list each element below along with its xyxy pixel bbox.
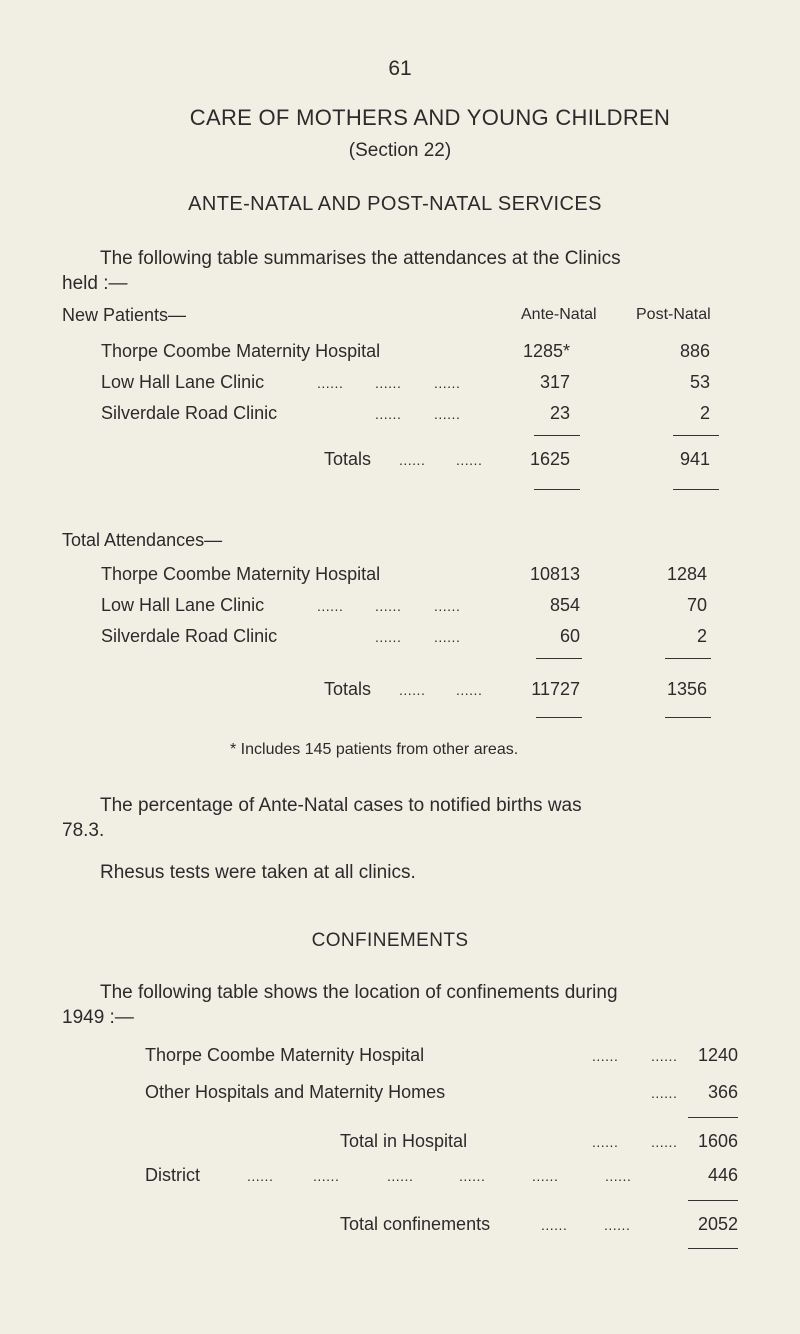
ante-natal-total: 1625 xyxy=(529,449,570,469)
row-name: Silverdale Road Clinic xyxy=(101,626,278,646)
post-natal-value: 70 xyxy=(686,595,707,615)
leader-dots: ...... xyxy=(592,1048,619,1064)
row-name: Low Hall Lane Clinic xyxy=(101,595,265,615)
confinement-value: 1240 xyxy=(697,1045,738,1065)
leader-dots: ...... xyxy=(434,598,461,614)
ante-natal-value: 10813 xyxy=(529,564,580,584)
rhesus-note: Rhesus tests were taken at all clinics. xyxy=(100,862,416,883)
row-name: Silverdale Road Clinic xyxy=(101,403,278,423)
leader-dots: ...... xyxy=(605,1168,632,1184)
total-confinements-label: Total confinements xyxy=(340,1214,491,1234)
leader-dots: ...... xyxy=(375,629,402,645)
total-rule xyxy=(665,717,711,718)
leader-dots: ...... xyxy=(456,452,483,468)
leader-dots: ...... xyxy=(375,598,402,614)
post-natal-value: 53 xyxy=(689,372,710,392)
total-in-hospital-value: 1606 xyxy=(697,1131,738,1151)
total-confinements-value: 2052 xyxy=(697,1214,738,1234)
district-label: District xyxy=(145,1165,200,1185)
leader-dots: ...... xyxy=(313,1168,340,1184)
ante-natal-value: 60 xyxy=(559,626,580,646)
percentage-line-1: The percentage of Ante-Natal cases to notified births was xyxy=(100,795,582,816)
ante-natal-value: 1285* xyxy=(522,341,570,361)
intro-line-1: The following table summarises the attendances at the Clinics xyxy=(100,248,621,269)
post-natal-value: 2 xyxy=(696,626,707,646)
total-rule xyxy=(536,717,582,718)
sum-rule xyxy=(688,1117,738,1118)
totals-label: Totals xyxy=(324,449,372,469)
leader-dots: ...... xyxy=(387,1168,414,1184)
leader-dots: ...... xyxy=(651,1048,678,1064)
leader-dots: ...... xyxy=(375,375,402,391)
row-name: Low Hall Lane Clinic xyxy=(101,372,265,392)
post-natal-value: 2 xyxy=(699,403,710,423)
leader-dots: ...... xyxy=(541,1217,568,1233)
sum-rule xyxy=(688,1200,738,1201)
totals-label: Totals xyxy=(324,679,372,699)
leader-dots: ...... xyxy=(434,406,461,422)
post-natal-value: 886 xyxy=(679,341,710,361)
leader-dots: ...... xyxy=(317,598,344,614)
footnote: * Includes 145 patients from other areas. xyxy=(230,741,519,758)
ante-natal-value: 854 xyxy=(549,595,580,615)
leader-dots: ...... xyxy=(456,682,483,698)
leader-dots: ...... xyxy=(459,1168,486,1184)
page-number: 61 xyxy=(388,57,412,80)
total-in-hospital-label: Total in Hospital xyxy=(340,1131,468,1151)
row-name: Thorpe Coombe Maternity Hospital xyxy=(101,564,381,584)
leader-dots: ...... xyxy=(399,452,426,468)
confinements-intro-line-2: 1949 :— xyxy=(62,1007,134,1028)
leader-dots: ...... xyxy=(651,1085,678,1101)
row-name: Thorpe Coombe Maternity Hospital xyxy=(145,1045,425,1065)
post-natal-header: Post-Natal xyxy=(636,306,711,323)
leader-dots: ...... xyxy=(651,1134,678,1150)
leader-dots: ...... xyxy=(317,375,344,391)
total-rule xyxy=(688,1248,738,1249)
leader-dots: ...... xyxy=(375,406,402,422)
ante-natal-total: 11727 xyxy=(531,679,580,699)
confinements-intro-line-1: The following table shows the location of confinements during xyxy=(100,982,618,1003)
leader-dots: ...... xyxy=(592,1134,619,1150)
intro-line-2: held :— xyxy=(62,273,128,294)
services-heading: ANTE-NATAL AND POST-NATAL SERVICES xyxy=(188,193,602,215)
post-natal-total: 1356 xyxy=(666,679,707,699)
confinement-value: 366 xyxy=(707,1082,738,1102)
leader-dots: ...... xyxy=(434,629,461,645)
leader-dots: ...... xyxy=(399,682,426,698)
row-name: Thorpe Coombe Maternity Hospital xyxy=(101,341,381,361)
leader-dots: ...... xyxy=(532,1168,559,1184)
district-value: 446 xyxy=(707,1165,738,1185)
leader-dots: ...... xyxy=(604,1217,631,1233)
post-natal-value: 1284 xyxy=(666,564,707,584)
section-reference: (Section 22) xyxy=(348,140,452,161)
sum-rule xyxy=(673,435,719,436)
total-attendances-label: Total Attendances— xyxy=(62,530,223,550)
ante-natal-value: 23 xyxy=(549,403,570,423)
sum-rule xyxy=(536,658,582,659)
total-rule xyxy=(534,489,580,490)
leader-dots: ...... xyxy=(434,375,461,391)
post-natal-total: 941 xyxy=(679,449,710,469)
sum-rule xyxy=(534,435,580,436)
ante-natal-header: Ante-Natal xyxy=(521,306,597,323)
sum-rule xyxy=(665,658,711,659)
new-patients-label: New Patients— xyxy=(62,305,187,325)
percentage-line-2: 78.3. xyxy=(62,820,105,841)
row-name: Other Hospitals and Maternity Homes xyxy=(145,1082,446,1102)
leader-dots: ...... xyxy=(247,1168,274,1184)
ante-natal-value: 317 xyxy=(539,372,570,392)
page-title: CARE OF MOTHERS AND YOUNG CHILDREN xyxy=(189,105,671,130)
confinements-heading: CONFINEMENTS xyxy=(311,930,469,951)
total-rule xyxy=(673,489,719,490)
